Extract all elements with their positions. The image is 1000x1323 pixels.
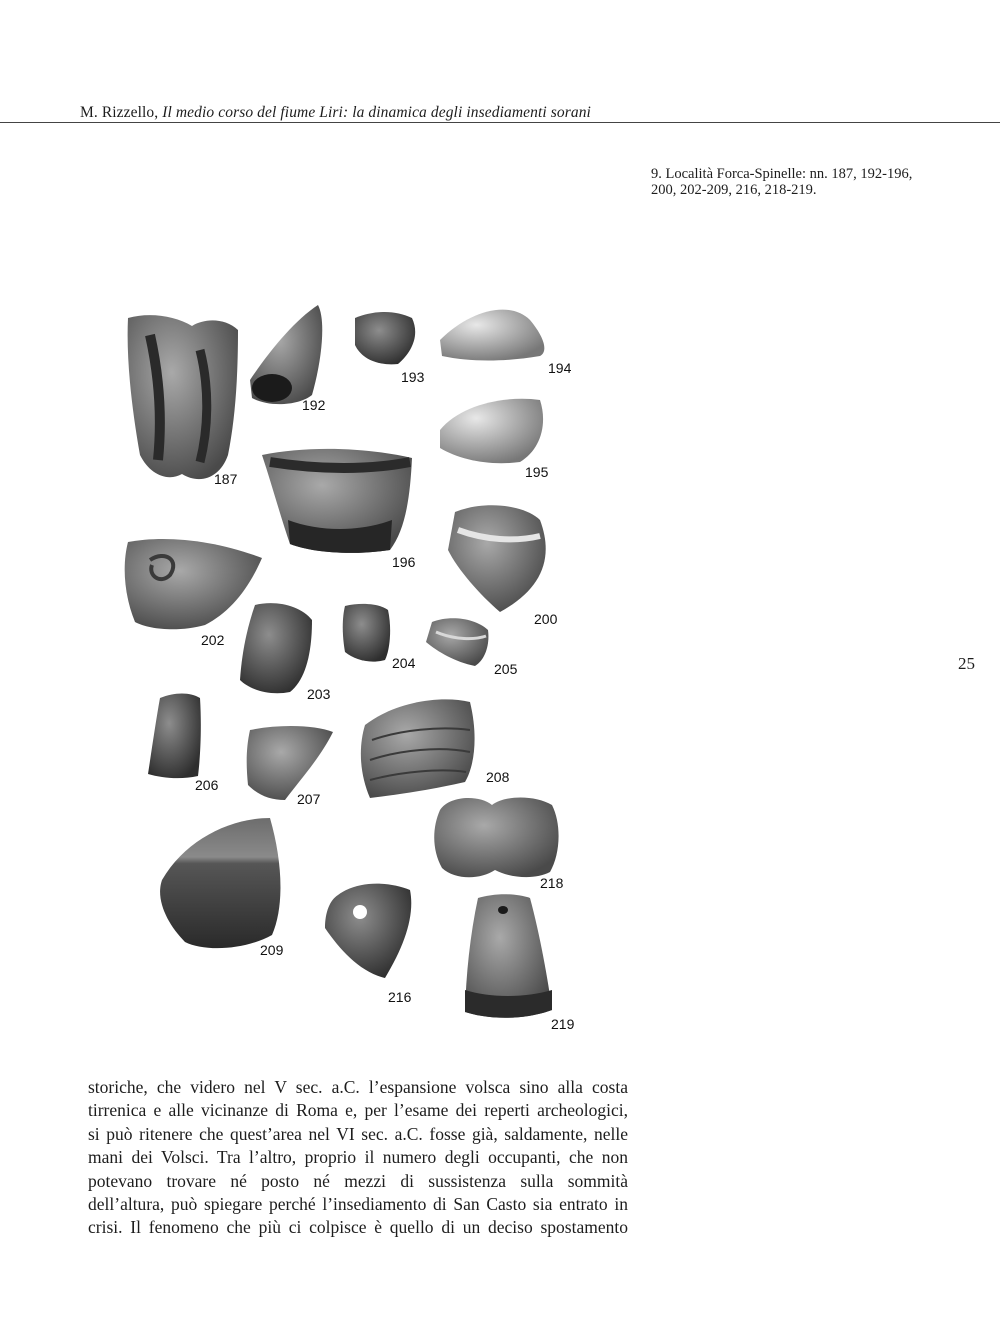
sherd-206 bbox=[148, 694, 201, 779]
label-209: 209 bbox=[260, 942, 284, 958]
sherd-192 bbox=[250, 305, 322, 404]
body-line-7: crisi. Il fenomeno che più ci colpisce è quello di un deciso spostamento bbox=[88, 1217, 628, 1238]
label-202: 202 bbox=[201, 632, 225, 648]
label-208: 208 bbox=[486, 769, 510, 785]
sherd-203 bbox=[240, 603, 312, 693]
label-200: 200 bbox=[534, 611, 558, 627]
sherd-209 bbox=[160, 818, 280, 948]
label-216: 216 bbox=[388, 989, 412, 1005]
label-206: 206 bbox=[195, 777, 219, 793]
label-204: 204 bbox=[392, 655, 416, 671]
body-line-1: storiche, che videro nel V sec. a.C. l’espansione volsca sino alla costa bbox=[88, 1077, 628, 1097]
body-line-6: dell’altura, può spiegare perché l’insediamento di San Casto sia entrato in bbox=[88, 1193, 628, 1214]
label-193: 193 bbox=[401, 369, 425, 385]
sherd-187 bbox=[128, 315, 238, 479]
sherd-194 bbox=[440, 310, 544, 361]
label-218: 218 bbox=[540, 875, 564, 891]
sherd-205 bbox=[426, 618, 488, 666]
caption-line-2: 200, 202-209, 216, 218-219. bbox=[651, 182, 817, 198]
sherd-218 bbox=[434, 798, 558, 878]
running-head-author: M. Rizzello, bbox=[80, 104, 159, 121]
label-187: 187 bbox=[214, 471, 238, 487]
sherd-200 bbox=[448, 505, 546, 612]
caption-line-1: 9. Località Forca-Spinelle: nn. 187, 192-196, bbox=[651, 166, 913, 182]
body-paragraph bbox=[88, 1076, 628, 1240]
label-194: 194 bbox=[548, 360, 572, 376]
page-number: 25 bbox=[958, 654, 975, 673]
label-196: 196 bbox=[392, 554, 416, 570]
label-195: 195 bbox=[525, 464, 549, 480]
label-207: 207 bbox=[297, 791, 321, 807]
sherd-193 bbox=[355, 312, 415, 364]
sherd-219 bbox=[465, 894, 552, 1018]
sherd-204 bbox=[343, 604, 390, 662]
label-203: 203 bbox=[307, 686, 331, 702]
label-219: 219 bbox=[551, 1016, 575, 1032]
label-205: 205 bbox=[494, 661, 518, 677]
sherd-208 bbox=[361, 699, 475, 798]
body-line-3: si può ritenere che quest’area nel VI sec. a.C. fosse già, saldamente, nelle bbox=[88, 1123, 628, 1144]
body-line-2: tirrenica e alle vicinanze di Roma e, per l’esame dei reperti archeologici, bbox=[88, 1100, 628, 1121]
body-line-5: potevano trovare né posto né mezzi di sussistenza sulla sommità bbox=[88, 1170, 628, 1191]
running-head-title: Il medio corso del fiume Liri: la dinamica degli insediamenti sorani bbox=[162, 104, 591, 121]
sherd-207 bbox=[247, 726, 333, 800]
body-line-4: mani dei Volsci. Tra l’altro, proprio il numero degli occupanti, che non bbox=[88, 1147, 628, 1168]
sherd-195 bbox=[440, 399, 543, 463]
sherd-196 bbox=[262, 449, 412, 553]
sherd-202 bbox=[125, 539, 262, 629]
label-192: 192 bbox=[302, 397, 326, 413]
sherd-216 bbox=[325, 884, 411, 978]
